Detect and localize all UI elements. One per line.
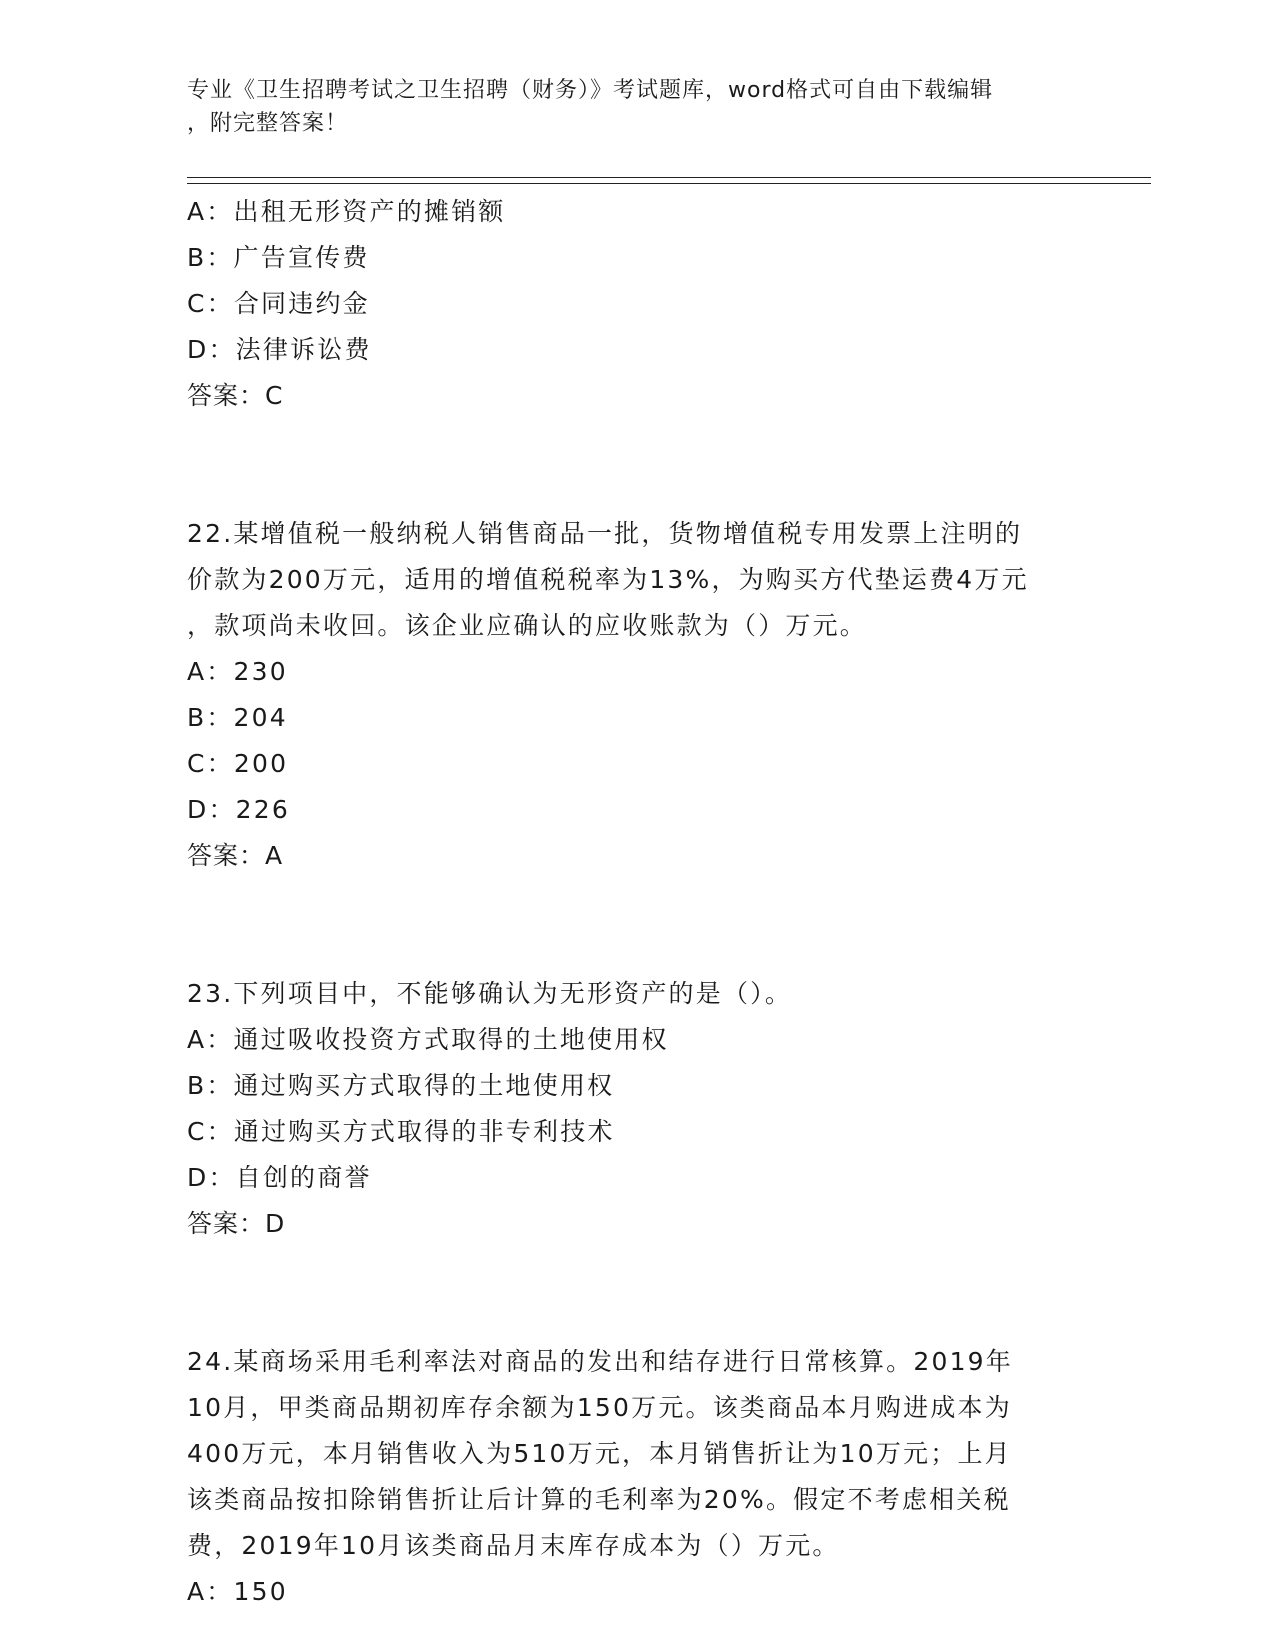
spacer xyxy=(187,1247,1087,1339)
option-c: C：合同违约金 xyxy=(187,289,370,318)
spacer xyxy=(187,419,1087,511)
question-stem-line: 10月，甲类商品期初库存余额为150万元。该类商品本月购进成本为 xyxy=(187,1393,1012,1422)
header-line-2: ，附完整答案！ xyxy=(187,111,349,136)
option-b: B：204 xyxy=(187,703,288,732)
header-divider-top xyxy=(187,177,1151,178)
option-a: A：230 xyxy=(187,657,288,686)
option-d: D：法律诉讼费 xyxy=(187,335,372,364)
option-d: D：自创的商誉 xyxy=(187,1163,372,1192)
option-d: D：226 xyxy=(187,795,290,824)
question-stem-line: 400万元，本月销售收入为510万元，本月销售折让为10万元；上月 xyxy=(187,1439,1012,1468)
option-c: C：200 xyxy=(187,749,289,778)
option-a: A：150 xyxy=(187,1577,288,1606)
question-stem-line: 价款为200万元，适用的增值税税率为13%，为购买方代垫运费4万元 xyxy=(187,565,1029,594)
question-24 xyxy=(187,1339,1087,1615)
option-b: B：通过购买方式取得的土地使用权 xyxy=(187,1071,615,1100)
question-22 xyxy=(187,511,1087,879)
spacer xyxy=(187,879,1087,971)
option-a: A：出租无形资产的摊销额 xyxy=(187,197,506,226)
answer-line: 答案：A xyxy=(187,841,284,870)
question-content xyxy=(187,189,1087,1615)
question-stem-line: 该类商品按扣除销售折让后计算的毛利率为20%。假定不考虑相关税 xyxy=(187,1485,1011,1514)
question-stem-line: ，款项尚未收回。该企业应确认的应收账款为（）万元。 xyxy=(187,611,868,640)
option-c: C：通过购买方式取得的非专利技术 xyxy=(187,1117,615,1146)
answer-line: 答案：C xyxy=(187,381,284,410)
answer-line: 答案：D xyxy=(187,1209,286,1238)
question-21-continued xyxy=(187,189,1087,419)
question-stem-line: 23.下列项目中，不能够确认为无形资产的是（）。 xyxy=(187,979,793,1008)
document-header xyxy=(187,74,1067,140)
question-stem-line: 24.某商场采用毛利率法对商品的发出和结存进行日常核算。2019年 xyxy=(187,1347,1013,1376)
header-divider-bottom xyxy=(187,183,1151,184)
question-stem-line: 22.某增值税一般纳税人销售商品一批，货物增值税专用发票上注明的 xyxy=(187,519,1023,548)
header-line-1: 专业《卫生招聘考试之卫生招聘（财务）》考试题库，word格式可自由下载编辑 xyxy=(187,78,994,103)
question-stem-line: 费，2019年10月该类商品月末库存成本为（）万元。 xyxy=(187,1531,840,1560)
question-23 xyxy=(187,971,1087,1247)
option-a: A：通过吸收投资方式取得的土地使用权 xyxy=(187,1025,669,1054)
option-b: B：广告宣传费 xyxy=(187,243,370,272)
